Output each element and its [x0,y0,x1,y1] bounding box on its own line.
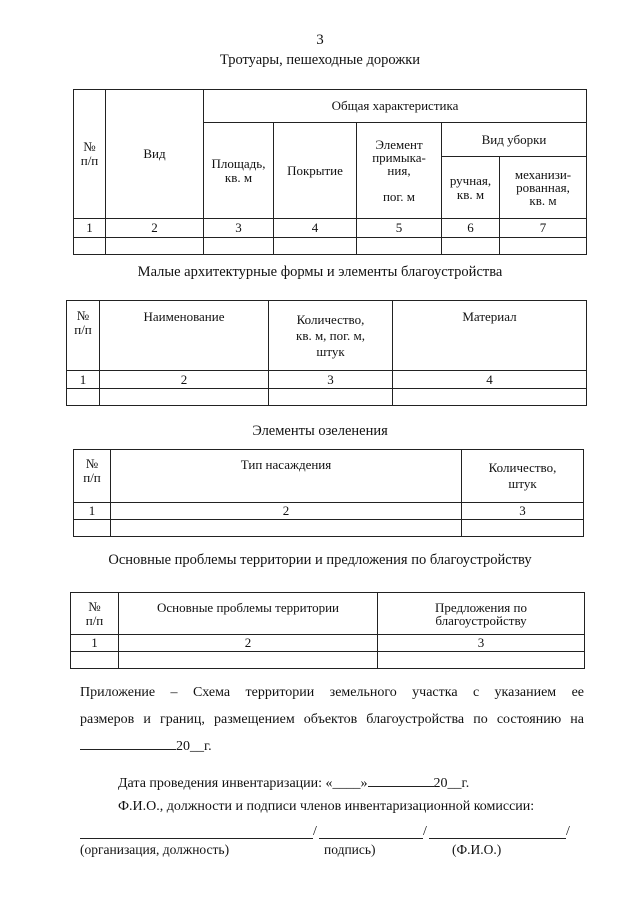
fio-signature-field[interactable] [429,838,566,839]
organization-signature-field[interactable] [80,838,313,839]
col-index: 3 [269,371,393,389]
col-problems-header: Основные проблемы территории [119,593,378,635]
section-title-small-forms: Малые архитектурные формы и элементы благоустройства [137,264,503,280]
date-blank-field[interactable] [80,735,176,750]
commission-label: Ф.И.О., должности и подписи членов инвентаризационной комиссии: [118,799,535,814]
col-index: 3 [204,219,274,238]
col-index: 3 [462,503,584,520]
signature-separator: / [423,824,427,839]
col-index: 5 [357,219,442,238]
col-quantity-header: Количество, кв. м, пог. м, штук [269,301,393,371]
appendix-date-line [80,733,584,760]
signature-separator: / [566,824,570,839]
col-element-header: Элемент примыка- ния, пог. м [357,123,442,219]
col-index: 2 [100,371,269,389]
col-index: 4 [393,371,587,389]
appendix-date-suffix: 20__г. [176,739,212,754]
problems-table [70,592,585,669]
col-type-header: Вид [106,90,204,219]
col-number-header: № п/п [74,450,111,503]
table-row [71,652,585,669]
col-number-header: № п/п [71,593,119,635]
col-name-header: Наименование [100,301,269,371]
section-title-problems: Основные проблемы территории и предложения по благоустройству [108,552,532,568]
inventory-date-suffix: 20__г. [433,776,470,791]
col-index: 7 [500,219,587,238]
appendix-line-1: Приложение – Схема территории земельного участка с указанием ее [80,685,584,700]
signature-separator: / [313,824,317,839]
greenery-table [73,449,584,537]
col-index: 1 [74,503,111,520]
table-row [74,520,584,537]
table-row [67,389,587,406]
col-planting-type-header: Тип насаждения [111,450,462,503]
col-index: 2 [111,503,462,520]
col-index: 2 [119,635,378,652]
col-index: 1 [67,371,100,389]
col-material-header: Материал [393,301,587,371]
sign-signature-field[interactable] [319,838,423,839]
col-index: 2 [106,219,204,238]
col-area-header: Площадь, кв. м [204,123,274,219]
col-index: 1 [74,219,106,238]
inventory-date-line [118,772,469,792]
caption-organization: (организация, должность) [80,842,230,857]
col-mech-header: механизи- рованная, кв. м [500,157,587,219]
month-blank-field[interactable] [368,772,434,787]
general-characteristics-header: Общая характеристика [204,90,587,123]
col-cover-header: Покрытие [274,123,357,219]
col-number-header: № п/п [67,301,100,371]
col-index: 6 [442,219,500,238]
section-title-greenery: Элементы озеленения [252,423,388,439]
col-proposals-header: Предложения по благоустройству [378,593,585,635]
section-title-sidewalks: Тротуары, пешеходные дорожки [219,52,421,68]
col-index: 1 [71,635,119,652]
col-manual-header: ручная, кв. м [442,157,500,219]
page-number: 3 [316,32,324,48]
col-quantity-header: Количество, штук [462,450,584,503]
col-number-header: № п/п [74,90,106,219]
sidewalks-table [73,89,587,255]
col-index: 4 [274,219,357,238]
cleaning-type-header: Вид уборки [442,123,587,157]
caption-fio: (Ф.И.О.) [452,842,502,857]
appendix-line-2: размеров и границ, размещением объектов благоустройства по состоянию на [80,712,584,727]
caption-signature: подпись) [324,842,376,857]
inventory-date-prefix: Дата проведения инвентаризации: «____» [118,776,368,791]
table-row [74,238,587,255]
col-index: 3 [378,635,585,652]
small-forms-table [66,300,587,406]
